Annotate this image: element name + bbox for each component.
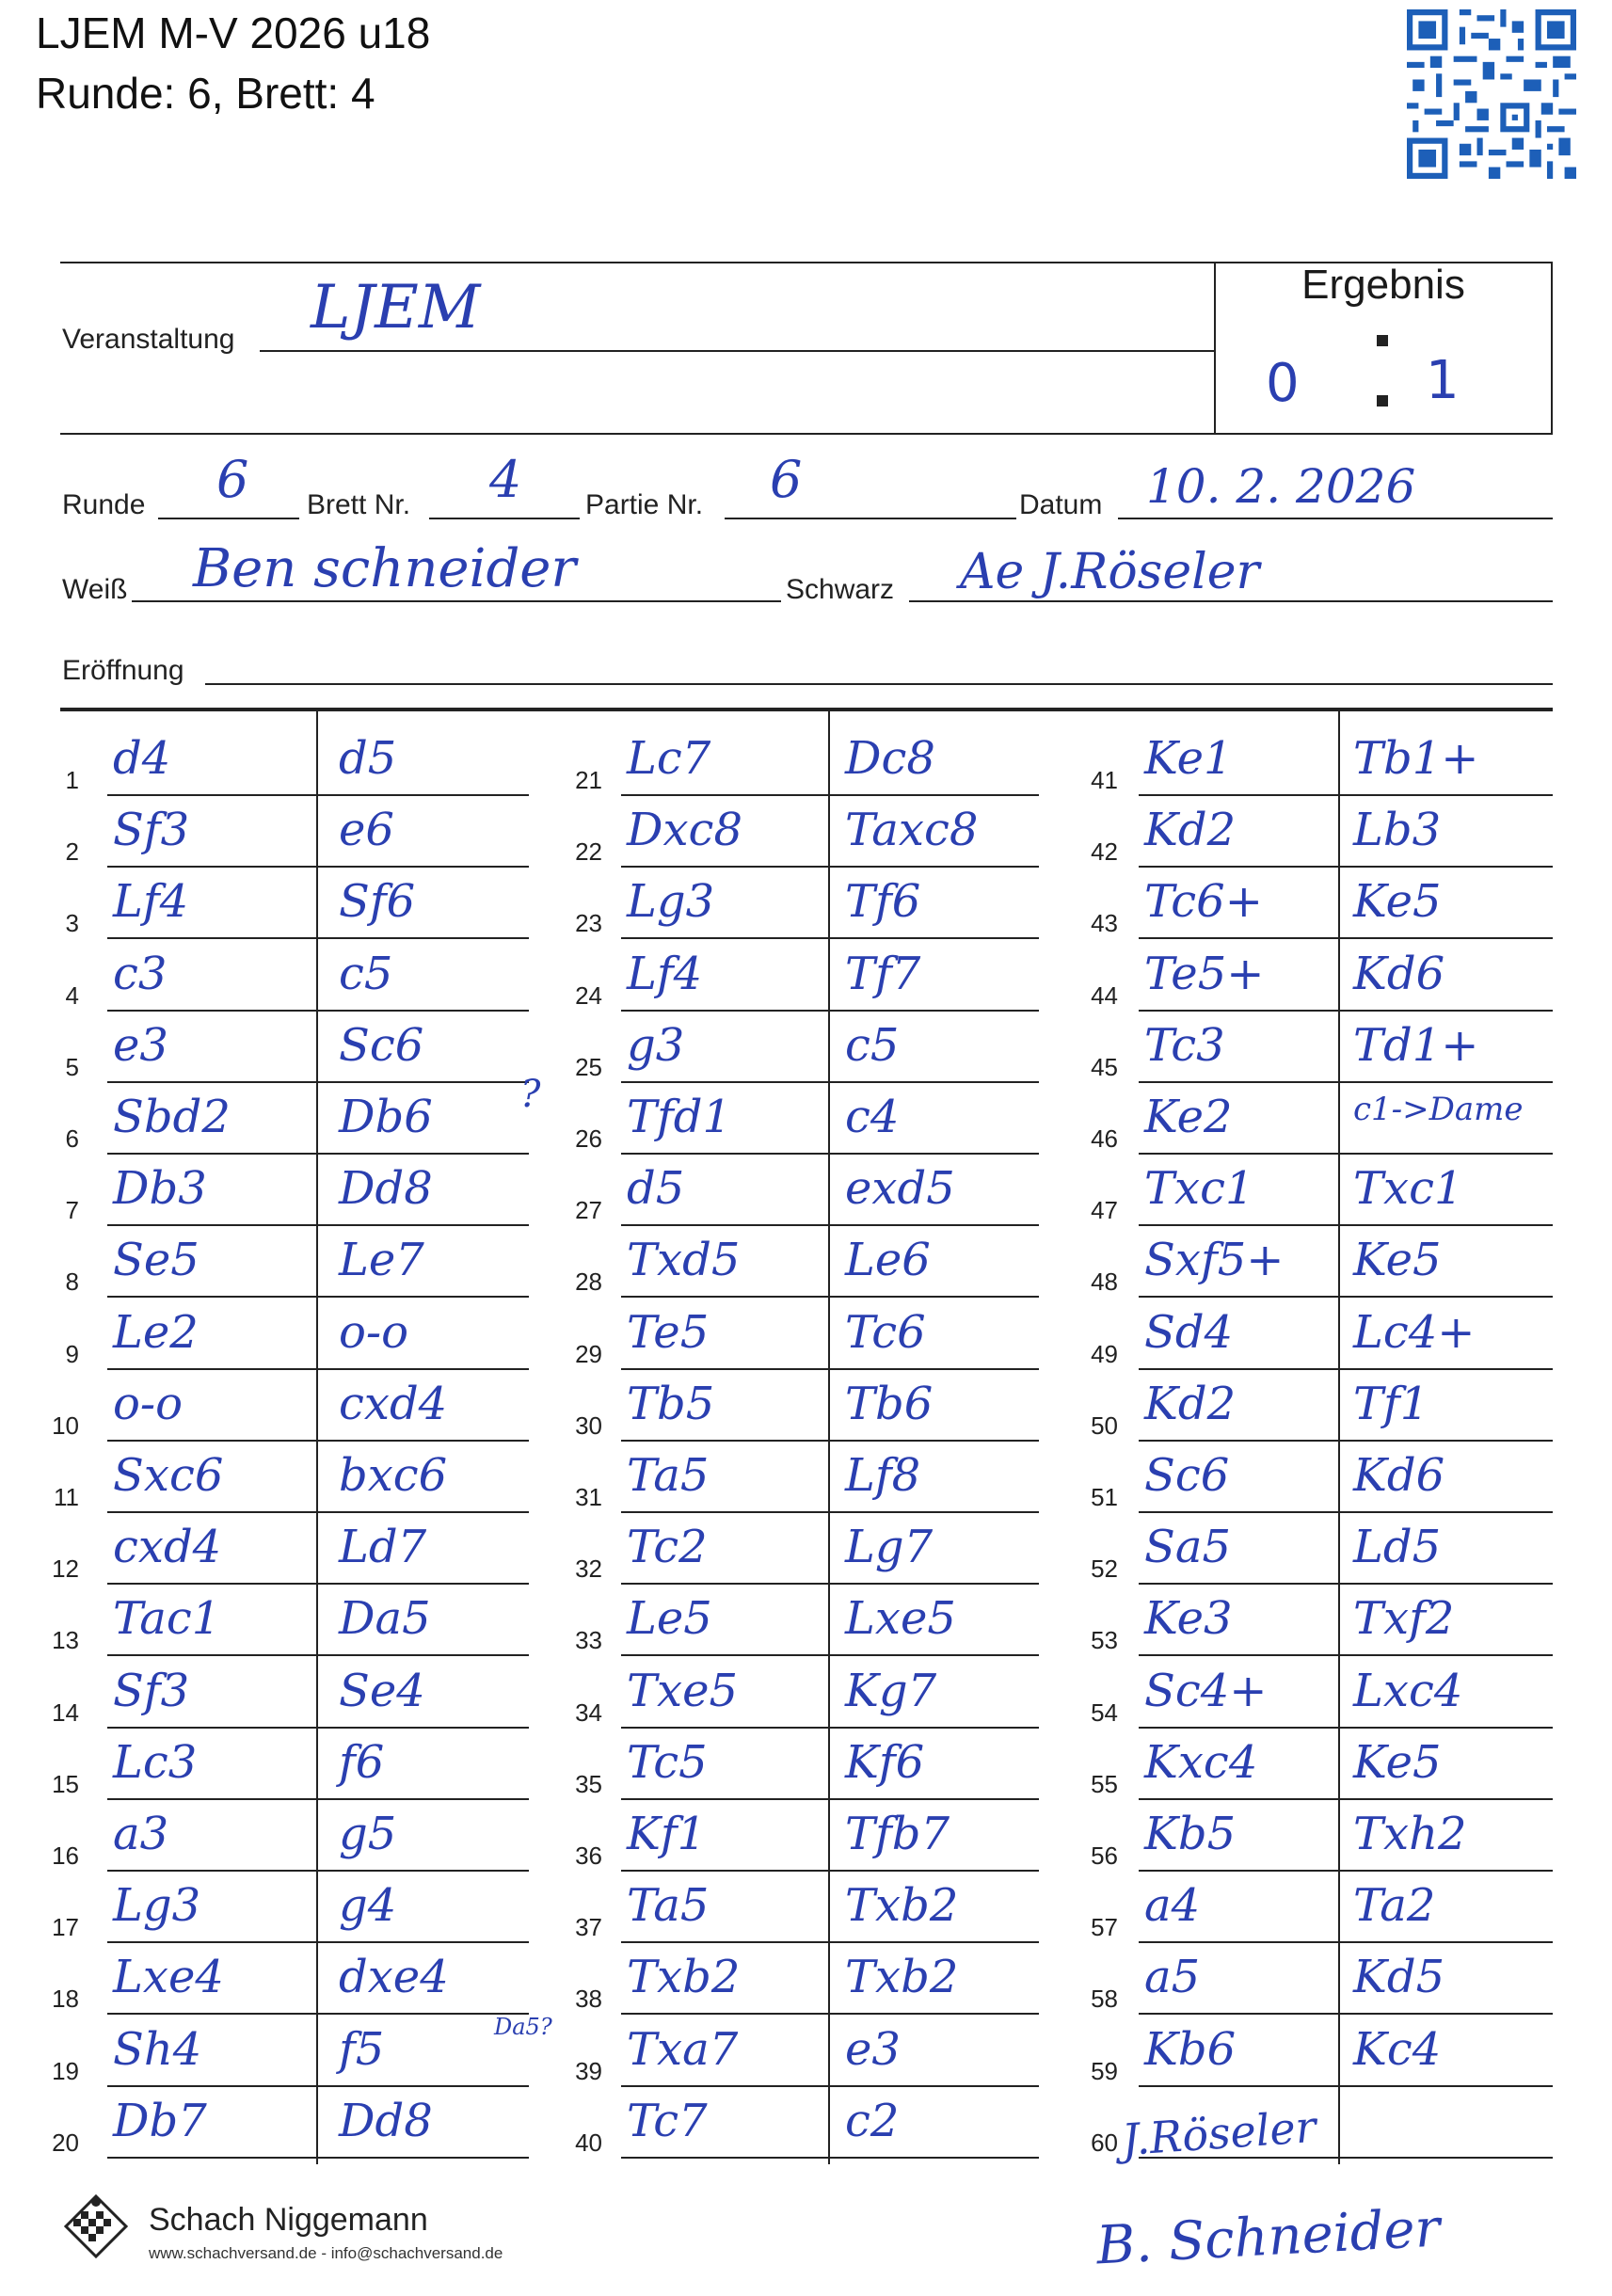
black-move: Lxe5: [845, 1592, 956, 1646]
white-move: Ta5: [627, 1449, 710, 1502]
black-move: Kd5: [1353, 1951, 1445, 2004]
white-move: Sh4: [113, 2022, 202, 2076]
black-move: Kc4: [1353, 2022, 1442, 2076]
move-row-line: [1139, 1010, 1553, 1012]
date-value: 10. 2. 2026: [1146, 459, 1416, 514]
move-number: 60: [1091, 2128, 1118, 2157]
move-number: 28: [575, 1268, 602, 1297]
white-move: Dxc8: [627, 804, 742, 857]
move-number: 48: [1091, 1268, 1118, 1297]
white-move: g3: [627, 1018, 685, 1072]
black-move: dxe4: [339, 1951, 449, 2004]
black-move: Taxc8: [845, 804, 979, 857]
black-move: Txc1: [1353, 1162, 1463, 1216]
move-row-line: [621, 1583, 1039, 1585]
white-move: Tc3: [1144, 1018, 1225, 1072]
result-separator-dot: [1377, 395, 1388, 407]
white-move: Lf4: [627, 947, 703, 1000]
white-move: Lc3: [113, 1735, 198, 1789]
move-number: 4: [65, 981, 79, 1010]
black-move: c5: [339, 947, 393, 1000]
move-row-line: [1139, 1511, 1553, 1513]
black-move: Kf6: [845, 1735, 925, 1789]
white-move: Sa5: [1144, 1521, 1232, 1574]
black-move: Ld5: [1353, 1521, 1442, 1574]
black-move: Sc6: [339, 1018, 424, 1072]
black-move: Dc8: [845, 732, 935, 785]
white-move: Txe5: [627, 1664, 739, 1717]
move-row-line: [621, 2157, 1039, 2159]
white-move: Te5: [627, 1305, 710, 1359]
white-move: Lf4: [113, 875, 189, 929]
move-row-line: [621, 2013, 1039, 2015]
black-move: Sf6: [339, 875, 416, 929]
black-move: Le6: [845, 1234, 931, 1287]
move-number: 35: [575, 1769, 602, 1798]
move-row-line: [1139, 1296, 1553, 1298]
move-row-line: [1139, 2013, 1553, 2015]
white-move: Txc1: [1144, 1162, 1254, 1216]
move-number: 27: [575, 1196, 602, 1225]
white-move: Sf3: [113, 1664, 190, 1717]
move-row-line: [1139, 1654, 1553, 1656]
move-row-line: [107, 1368, 529, 1370]
move-number: 1: [65, 766, 79, 794]
white-move: Tfd1: [627, 1091, 732, 1143]
move-row-line: [621, 1440, 1039, 1442]
move-row-line: [1139, 1798, 1553, 1800]
black-move: e6: [339, 804, 394, 857]
move-row-line: [621, 1941, 1039, 1943]
move-row-line: [107, 1798, 529, 1800]
move-number: 29: [575, 1339, 602, 1368]
move-row-line: [1139, 866, 1553, 868]
white-move: Sxc6: [113, 1449, 224, 1502]
event-value: LJEM: [311, 273, 481, 343]
white-move: Ke1: [1144, 732, 1233, 785]
move-number: 12: [52, 1555, 79, 1584]
move-row-line: [621, 2085, 1039, 2087]
chess-logo-icon: [58, 2192, 134, 2268]
white-move: Ta5: [627, 1879, 710, 1933]
black-move: g5: [339, 1808, 397, 1860]
move-row-line: [621, 794, 1039, 796]
black-move: e3: [845, 2022, 901, 2076]
page-title: LJEM M-V 2026 u18: [36, 8, 431, 57]
move-number: 30: [575, 1411, 602, 1440]
white-move: Kd2: [1144, 804, 1237, 857]
move-number: 40: [575, 2128, 602, 2157]
white-move: Db3: [113, 1162, 207, 1216]
move-number: 14: [52, 1698, 79, 1727]
move-number: 38: [575, 1985, 602, 2014]
black-move: g4: [339, 1879, 397, 1933]
black-move: Lg7: [845, 1521, 934, 1574]
move-number: 59: [1091, 2056, 1118, 2085]
white-move: Db7: [113, 2094, 207, 2147]
move-row-line: [1139, 1368, 1553, 1370]
white-player-value: Ben schneider: [193, 538, 577, 599]
move-number: 46: [1091, 1124, 1118, 1153]
black-move: Dd8: [339, 2094, 433, 2147]
move-row-line: [107, 1224, 529, 1226]
black-move: Ta2: [1353, 1879, 1436, 1933]
black-move: Lb3: [1353, 804, 1442, 857]
move-number: 57: [1091, 1913, 1118, 1942]
game-label: Partie Nr.: [585, 489, 704, 520]
move-number: 6: [65, 1124, 79, 1153]
move-number: 16: [52, 1842, 79, 1870]
move-number: 9: [65, 1339, 79, 1368]
move-number: 58: [1091, 1985, 1118, 2014]
move-row-line: [621, 1010, 1039, 1012]
move-row-line: [107, 1583, 529, 1585]
move-row-line: [107, 2157, 529, 2159]
move-number: 37: [575, 1913, 602, 1942]
move-number: 13: [52, 1626, 79, 1655]
black-move: c5: [845, 1018, 900, 1072]
event-label: Veranstaltung: [62, 324, 235, 355]
move-number: 39: [575, 2056, 602, 2085]
black-move: Tb6: [845, 1377, 934, 1430]
move-number: 15: [52, 1769, 79, 1798]
black-signature: J.Röseler: [1120, 2100, 1318, 2166]
move-number: 3: [65, 909, 79, 938]
move-row-line: [107, 1153, 529, 1155]
move-row-line: [1139, 1153, 1553, 1155]
move-row-line: [1139, 1941, 1553, 1943]
black-move: Tf6: [845, 875, 921, 929]
black-label: Schwarz: [786, 574, 895, 605]
move-row-line: [621, 1368, 1039, 1370]
move-row-line: [107, 1511, 529, 1513]
move-number: 26: [575, 1124, 602, 1153]
move-row-line: [1139, 1727, 1553, 1729]
black-move: Db6: [339, 1091, 433, 1143]
white-move: o-o: [113, 1377, 184, 1430]
black-player-value: Ae J.Röseler: [960, 544, 1260, 600]
move-row-line: [621, 1153, 1039, 1155]
move-row-line: [621, 1654, 1039, 1656]
white-move: Se5: [113, 1234, 200, 1287]
move-row-line: [1139, 1870, 1553, 1872]
move-number: 56: [1091, 1842, 1118, 1870]
black-move: Le7: [339, 1234, 424, 1287]
move-number: 45: [1091, 1052, 1118, 1081]
move-row-line: [107, 1010, 529, 1012]
move-number: 36: [575, 1842, 602, 1870]
black-move: Da5: [339, 1592, 431, 1646]
white-move: Tc7: [627, 2094, 708, 2147]
black-move: Lc4+: [1353, 1305, 1476, 1359]
move-number: 25: [575, 1052, 602, 1081]
game-value: 6: [770, 450, 803, 509]
brand-name: Schach Niggemann: [149, 2202, 428, 2238]
black-move: f5: [339, 2022, 385, 2076]
move-row-line: [107, 794, 529, 796]
move-row-line: [1139, 2085, 1553, 2087]
white-move: Kd2: [1144, 1377, 1237, 1430]
move-number: 23: [575, 909, 602, 938]
round-value: 6: [216, 450, 249, 509]
move-row-line: [621, 1224, 1039, 1226]
move-number: 33: [575, 1626, 602, 1655]
white-move: Tc6+: [1144, 875, 1263, 929]
white-label: Weiß: [62, 574, 128, 605]
move-row-line: [621, 937, 1039, 939]
white-move: Te5+: [1144, 947, 1265, 1000]
result-white: 0: [1266, 353, 1300, 414]
black-move: Se4: [339, 1664, 425, 1717]
black-move: Ke5: [1353, 1735, 1442, 1789]
white-move: Ke3: [1144, 1592, 1233, 1646]
move-row-line: [107, 937, 529, 939]
black-move: Kg7: [845, 1664, 937, 1717]
move-row-line: [107, 2013, 529, 2015]
black-move: Txf2: [1353, 1592, 1455, 1646]
move-row-line: [107, 1870, 529, 1872]
black-move: Tf1: [1353, 1377, 1429, 1430]
black-move: Tc6: [845, 1305, 926, 1359]
move-row-line: [1139, 1583, 1553, 1585]
black-move: Tf7: [845, 947, 921, 1000]
black-move: c1->Dame: [1353, 1091, 1524, 1128]
white-move: d4: [113, 732, 171, 785]
white-move: a5: [1144, 1951, 1201, 2004]
move-annotation-6: ?: [520, 1073, 541, 1116]
black-move: f6: [339, 1735, 385, 1789]
move-row-line: [621, 1511, 1039, 1513]
white-move: Txa7: [627, 2022, 739, 2076]
move-row-line: [107, 1941, 529, 1943]
move-row-line: [1139, 1081, 1553, 1083]
move-row-line: [1139, 1440, 1553, 1442]
result-separator-dot: [1377, 335, 1388, 346]
black-move: Ke5: [1353, 875, 1442, 929]
white-signature: B. Schneider: [1094, 2197, 1442, 2277]
move-number: 43: [1091, 909, 1118, 938]
white-move: Kf1: [627, 1808, 707, 1860]
move-number: 42: [1091, 837, 1118, 867]
move-row-line: [107, 1654, 529, 1656]
move-number: 7: [65, 1196, 79, 1225]
move-row-line: [1139, 1224, 1553, 1226]
move-number: 44: [1091, 981, 1118, 1010]
move-row-line: [1139, 937, 1553, 939]
white-move: Lg3: [113, 1879, 201, 1933]
move-number: 50: [1091, 1411, 1118, 1440]
date-label: Datum: [1019, 489, 1103, 520]
black-move: Kd6: [1353, 947, 1445, 1000]
white-move: Le2: [113, 1305, 199, 1359]
white-move: Lxe4: [113, 1951, 224, 2004]
white-move: a3: [113, 1808, 169, 1860]
white-move: Sc4+: [1144, 1664, 1268, 1717]
move-number: 24: [575, 981, 602, 1010]
move-number: 17: [52, 1913, 79, 1942]
black-move: Ld7: [339, 1521, 427, 1574]
black-move: Txh2: [1353, 1808, 1467, 1860]
move-row-line: [107, 1440, 529, 1442]
move-number: 5: [65, 1052, 79, 1081]
white-move: Sxf5+: [1144, 1234, 1285, 1287]
move-row-line: [621, 1296, 1039, 1298]
move-number: 8: [65, 1268, 79, 1297]
black-move: Lxc4: [1353, 1664, 1463, 1717]
board-label: Brett Nr.: [307, 489, 411, 520]
white-move: Lg3: [627, 875, 715, 929]
white-move: a4: [1144, 1879, 1201, 1933]
qr-code-icon: [1407, 9, 1576, 179]
move-number: 19: [52, 2056, 79, 2085]
white-move: Txb2: [627, 1951, 741, 2004]
round-label: Runde: [62, 489, 146, 520]
move-row-line: [621, 1081, 1039, 1083]
result-label: Ergebnis: [1301, 262, 1465, 308]
white-move: d5: [627, 1162, 685, 1216]
opening-label: Eröffnung: [62, 655, 184, 686]
board-value: 4: [489, 450, 522, 509]
move-number: 49: [1091, 1339, 1118, 1368]
move-number: 55: [1091, 1769, 1118, 1798]
move-number: 21: [575, 766, 602, 794]
white-move: Sbd2: [113, 1091, 231, 1143]
move-number: 10: [52, 1411, 79, 1440]
move-number: 11: [54, 1483, 79, 1511]
black-move: Kd6: [1353, 1449, 1445, 1502]
white-move: Kxc4: [1144, 1735, 1258, 1789]
move-number: 32: [575, 1555, 602, 1584]
move-row-line: [621, 1870, 1039, 1872]
white-move: Lc7: [627, 732, 711, 785]
black-move: Tb1+: [1353, 732, 1479, 785]
black-move: o-o: [339, 1305, 409, 1359]
black-move: c4: [845, 1091, 900, 1143]
black-move: Txb2: [845, 1951, 959, 2004]
move-number: 51: [1091, 1483, 1118, 1511]
white-move: Tac1: [113, 1592, 221, 1646]
white-move: Le5: [627, 1592, 712, 1646]
black-move: Txb2: [845, 1879, 959, 1933]
black-move: d5: [339, 732, 397, 785]
black-move: Ke5: [1353, 1234, 1442, 1287]
white-move: Kb5: [1144, 1808, 1237, 1860]
move-row-line: [621, 1727, 1039, 1729]
move-number: 2: [65, 837, 79, 867]
white-move: Kb6: [1144, 2022, 1237, 2076]
move-row-line: [107, 1296, 529, 1298]
brand-contact: www.schachversand.de - info@schachversand.de: [149, 2244, 503, 2262]
move-number: 34: [575, 1698, 602, 1727]
white-move: Ke2: [1144, 1091, 1233, 1143]
move-row-line: [1139, 794, 1553, 796]
white-move: e3: [113, 1018, 168, 1072]
white-move: c3: [113, 947, 168, 1000]
move-row-line: [107, 2085, 529, 2087]
white-move: Tc2: [627, 1521, 708, 1574]
white-move: Sf3: [113, 804, 190, 857]
move-number: 52: [1091, 1555, 1118, 1584]
white-move: Sc6: [1144, 1449, 1230, 1502]
move-number: 31: [575, 1483, 602, 1511]
move-row-line: [621, 866, 1039, 868]
white-move: Tb5: [627, 1377, 715, 1430]
move-row-line: [107, 866, 529, 868]
move-number: 41: [1091, 766, 1118, 794]
move-number: 18: [52, 1985, 79, 2014]
black-move: Td1+: [1353, 1018, 1479, 1072]
move-number: 53: [1091, 1626, 1118, 1655]
black-move: Tfb7: [845, 1808, 950, 1860]
white-move: Sd4: [1144, 1305, 1234, 1359]
move-number: 22: [575, 837, 602, 867]
white-move: Tc5: [627, 1735, 708, 1789]
move-number: 47: [1091, 1196, 1118, 1225]
move-number: 20: [52, 2128, 79, 2157]
black-move: Lf8: [845, 1449, 921, 1502]
black-move: Dd8: [339, 1162, 433, 1216]
page-subtitle: Runde: 6, Brett: 4: [36, 69, 375, 118]
move-row-line: [107, 1081, 529, 1083]
black-move: c2: [845, 2094, 900, 2147]
black-move: bxc6: [339, 1449, 448, 1502]
white-move: cxd4: [113, 1521, 222, 1574]
black-move: exd5: [845, 1162, 955, 1216]
move-annotation-18: Da5?: [494, 2014, 552, 2040]
move-row-line: [621, 1798, 1039, 1800]
result-black: 1: [1426, 350, 1460, 411]
black-move: cxd4: [339, 1377, 448, 1430]
white-move: Txd5: [627, 1234, 741, 1287]
move-number: 54: [1091, 1698, 1118, 1727]
move-row-line: [107, 1727, 529, 1729]
